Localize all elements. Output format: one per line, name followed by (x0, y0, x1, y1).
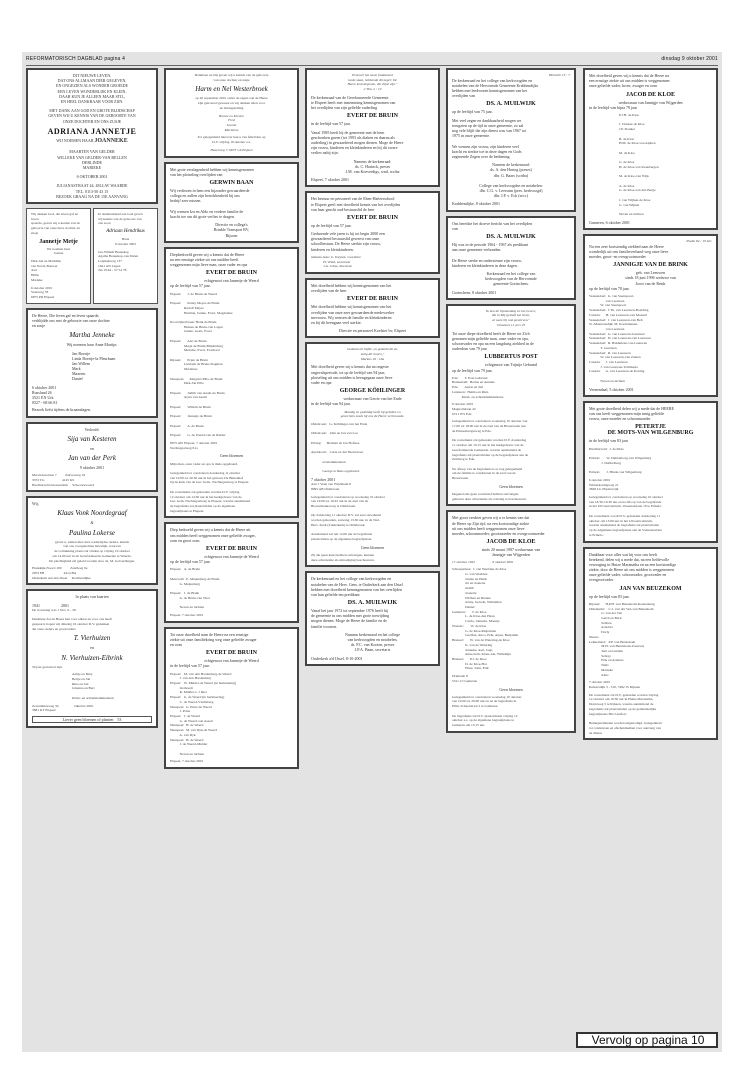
ad-text: De kerkenraad van de Gereformeerde Gemeente te Elspeet heeft met instemming kennisgenomen van het overlijden van zijn geliefde ouderling (311, 94, 396, 111)
header-left: REFORMATORISCH DAGBLAD pagina 4 (26, 56, 126, 62)
ad-name: Paulina Lokerse (68, 528, 116, 537)
ad-jan-van-beuzekom (583, 547, 718, 741)
ad-address: 8075 AW Elspeet, 7 oktober 2001 Nachtegaalweg 61a (170, 440, 218, 450)
ad-name: EVERT DE BRUIN (205, 270, 258, 277)
ad-name: EVERT DE BRUIN (346, 214, 399, 221)
ad-name: JAN VAN BEUZEKOM (619, 585, 682, 592)
ad-text: Tot onze diepe droefheid heeft de Heere tot Zich genomen mijn geliefde man, onze vader en opa, schoonvader en opa na een langdurig ziekbed in de ouderdom van 79 jaar (452, 330, 534, 352)
ad-school (305, 191, 440, 274)
ad-text: Directie en collega's Brinkle Transport BV, Rijssen (213, 222, 250, 238)
ad-text: op de leeftijd van 57 jaar. (170, 283, 211, 289)
ad-text: op de leeftijd van 57 jaar. (311, 222, 352, 228)
ad-text: Wij verliezen in hem een bijzonder gewaardeerde collega en zullen zijn betrokkenheid bij ons bedrijf zeer missen. Wij wensen Iza en Aldo en verdere familie de kracht toe om dit grote verlies te dragen. (170, 188, 250, 219)
ad-text: op de leeftijd van 78 jaar. (589, 285, 630, 291)
ad-text: in de leeftijd van 57 jaar. (311, 121, 351, 127)
ad-gerwin-baan (164, 162, 299, 243)
continued-on-page-10: Vervolg op pagina 10 (576, 1032, 718, 1048)
ad-text: op de leeftijd van 83 jaar. (589, 593, 630, 599)
ad-name: LUBBERTUS POST (484, 354, 538, 361)
ad-text: Met grote droefheid delen wij u mede dat de HEERE van ons heeft weggenomen mijn innig geliefde vrouw, onze moeder en schoonmoeder (589, 405, 674, 422)
ad-quote: Gedenkt uit liefde, en gedenkt dit zo, zalig dit rusten," Markus 16 : 16a (346, 347, 399, 361)
ad-koelster (305, 278, 440, 338)
ad-name: Adriaan Hendrikus (106, 229, 145, 235)
ad-text: Bezoek liefst tijdens de kraamdagen. (32, 407, 91, 413)
ad-date: Gameren, 6 oktober 2001 (589, 219, 630, 225)
ad-text: Met grote verslagenheid hebben wij kennisgenomen van het plotseling overlijden van (170, 166, 254, 177)
ad-name: PETERTJE DE MOTS-VAN WILGENBURG (607, 424, 694, 437)
ad-text: Aaltje en Diny Bertje en Jan Rina en Jan Johanna en Bert Klein- en achterkleinkinderen (72, 672, 114, 700)
ad-address: 6 oktober 2001 Russland 26 3521 EN Urk 0527 - 68 66 81 (32, 384, 58, 406)
ad-family-list: Elspeet: A. de Bruin Meerveld: E. Meijenberg-de Bruin G. Meijenberg Elspeet: J. de Bruin A. de Bruin-van Vliet Neven en nichten (170, 567, 220, 610)
ad-kerkenraad-elspeet (305, 68, 440, 187)
ad-text: 1941 2001 (32, 602, 69, 608)
ad-text: Geen bloemen (360, 544, 385, 550)
ad-text: Geen bloemen (499, 483, 523, 489)
ad-text: Bouwe en Kirsten Fred Leonie Marianne (219, 113, 244, 132)
ad-text: Gelegenheid tot condoleren op woensdag 10 oktober van 18.30-19.30 uur en na afloop van de begrafenis in het Uitvaartcentrum, Vassenaarlaan 10 te Ermelo. De rouwdienst wordt D.V. gehouden donderdag 11 oktober om 13.00 uur in het Uitvaartcentrum, waarna aansluitend de begrafenis zal plaatsvinden op de Algemene begraafplaats aan de Vassenaarlaan te Ermelo. (589, 495, 663, 537)
ad-name: T. Vierhuizen (73, 634, 111, 643)
ad-name: Klaas Vonk Noordegraaf (57, 509, 127, 518)
ad-text: De rouwdienst zal D.V. gehouden worden vrijdag 12 oktober om 10.30 uur in Huize Maranatha, Dorpsweg 5 te Rijssen, waarna aansluitend de begrafenis zal plaatsvinden op de gemeentelijke begraafplaats Het Lantfort. Belangstellenden worden uitgenodigd. Gelegenheid tot condoleren en afscheidnemen voor aanvang van de dienst. (589, 692, 662, 735)
ad-family-list: Elspeet: J. de Bruin-de Weerd Elspeet: Penny Meyer-de Bruin Rudolf Meyer Herman, Janine, Evert, Magdalene Kootwijkerbroek: Henk de Bruin Heleen de Bruin-van Lagen Janine, Geert, Evert Elspeet: Aart de Bruin Marja de Bruin-Blijdenberg Melodie, Evert, Everhard Rijssen: Erjan de Bruin Liesbeth de Bruin-Slagman Marianne Nunspeet: Margriet Pillo-de Bruin Dirk-Jan Pillo Elspeet: Judith van Asselt-de Bruin Arjan van Asselt Elspeet: Willem de Bruin Elspeet: Jannetje de Bruin Elspeet: A. de Bruin Elspeet: G. de Weerd-van de Ridder (170, 291, 233, 438)
ad-text: Met droefheid hebben wij kennisgenomen van het overlijden van de heer (311, 282, 392, 294)
ad-quote: Psalm 84 : 19 ber. (686, 238, 712, 243)
ad-address: Aan 't Veen van Wijckham 8 8095 AB Oldebroek (311, 482, 351, 491)
ad-name: Martha Jenneke (69, 331, 115, 340)
ad-birth-jenneke (26, 308, 158, 418)
ad-text: Gedurende vele jaren is hij tot begin 2000 een gewaardeerd bestuurslid geweest van onze schoolbestuur. De Heere sterkte zijn vrouw, kinderen en kleinkinderen. (311, 231, 385, 252)
ad-text: De kerkenraad en het college van kerkvoogden en notabelen van de Herv. Gem. te Ouderkerk aan den IJssel hebben met droefheid kennisgenomen van het overlijden van hun geliefde em.predikant (311, 576, 403, 597)
ad-lubbertus-post (446, 304, 576, 507)
ad-address: JULIANASTRAAT 44, 4814 AV WAARDE TEL. 0113-50 43 15 BEZOEK GRAAG NA DE 15E AANVANG (56, 183, 128, 199)
ad-row (26, 208, 158, 304)
ad-anniversary (26, 589, 158, 728)
ad-text: De Heere, Die leven gaf en leven spaarde, verblijdde ons met de geboorte van onze dochter en zusje (32, 312, 110, 329)
ad-date: Krabbendijke, 8 oktober 2001 (452, 201, 500, 207)
ad-family-list: Rijssen: H.P.H. van Beuzekom-Koenenberg Oldemarkt: C.J. van der Ven-van Beuzekom G. van der Ven Gerrit en Berit Sebben Arnolda Dorly Nieuw- Lekkerland: P.P. van Beuzekom M.H. van Beuzekom-Zoetewij Jurn en Gridian Sebrey Erik en Arianne Niels Marieke Alies (589, 601, 655, 677)
ad-text: op de leeftijd van 75 jaar. (452, 109, 493, 115)
ad-text: & (90, 520, 94, 526)
ad-text: Mijn man, onze vader en opa is thuis opgebaard. Gelegenheid tot condoleren donderdag 11 oktober van 19.00 tot 20.30 uur in het gebouw De Buitenhof bij de kerk van de Ger. Gem., Nachtegaalweg te Elspeet. De rouwdienst zal gehouden worden D.V. vrijdag 12 oktober om 14.30 uur in het kerkgebouw van de Ger. Gem. Nachtegaalweg te Elspeet, waarna aansluitend de begrafenis zal plaatsvinden op de algemene begraafplaats te Elspeet. (170, 461, 251, 513)
ad-text: Zij die geen kaart hebben ontvangen, kunnen deze advertentie als uitnodiging beschouwen. (311, 552, 375, 562)
ad-text: echtgenoot van Jannetje de Weerd (204, 554, 259, 559)
ad-jannigje-van-de-brink (583, 234, 718, 397)
ad-address: Jan-Willem Beusekop Agatha Beusekop-van Dalen Leijdsekweg 137 1641 AN Lagen Tel. 0164 - 57 54 78 (98, 249, 139, 273)
ad-wedding (26, 496, 158, 585)
ad-text: op de leeftijd van 79 jaar. (452, 367, 493, 373)
ad-evert-de-bruin-2 (164, 522, 299, 622)
column-4 (446, 68, 576, 737)
ad-text: Gelegenheid tot condoleren op woensdag 10 oktober van 19.00 tot 19.45 uur in de zaal van de Brouwmenkoweg te Oldebroek. Op donderdag 11 oktober D.V. zal een rouwdienst worden gehouden, aanvang 13.30 uur, in de Ned. Herv. Kerk (Zuiderkerk) te Oldebroek. Aansluitend zal om 12.00 uur de begrafenis plaatsvinden op de algemene begraafplaats. (311, 494, 385, 541)
ad-quote: Hebreën 13 : 7 (549, 73, 570, 77)
ad-text: geb. van Leeuwen sinds 18 juni 1996 weduwe van Joost van de Brink (625, 270, 676, 286)
ad-birth-metje (26, 208, 91, 304)
ad-text: Met veel zegen en dankbaarheid mogen we terugzien op de tijd in onze gemeente, zo zal nog vele blijft die zijn dienst was van 1967 tot 1975 in onze gemeente. We wensen zijn vrouw, zijn kinderen veel kracht en sterkte toe in deze dagen en Gods zegenende Zegen over de bediening. (452, 117, 527, 159)
column-3 (305, 68, 440, 670)
ad-quote: Ik ben de Opstanding en het Leven; die in Mij gelooft zal leven, al ware hij ook gestorven." Johannes 11 vers 25 (486, 308, 536, 327)
ad-muilwijk-ouderkerk (305, 571, 440, 665)
ad-address: 7 oktober 2001 Keizersdijk 3 - 310, 7482 JS Rijssen (589, 680, 641, 690)
ad-text: in de leeftijd van 83 jaar (589, 438, 628, 444)
ad-address: Driehoek 8 5311 CJ Gameren (452, 674, 478, 683)
ad-text: Degenen die geen rouwbrief hebben ontvangen, gelieven deze advertentie als zodanig te beschouwen. (452, 492, 527, 501)
column-2 (164, 68, 299, 773)
ad-name: EVERT DE BRUIN (205, 650, 258, 657)
ad-name: DS. A. MUILWIJK (347, 600, 398, 607)
ad-name: EVERT DE BRUIN (205, 546, 258, 552)
ad-text: Dirk-Jan en Mathilde van Nevel-Bouwer Aart Hillie Marieke (31, 259, 61, 282)
ad-text: Ons bereikte het droeve bericht van het overlijden van (452, 220, 533, 231)
ad-text: Vanaf 1985 heeft hij de gemeente met de hem geschonken gaven (tot 1993 als diaken en daarna als ouderling) in gewaardeerd mogen dienen. Moge de Heere zijn vrouw, kinderen en kleinkinderen en bij dit zware verlies nabij zijn. (311, 129, 404, 156)
ad-name: ADRIANA JANNETJE (47, 126, 137, 136)
ad-text: De trouwdag was 1 Nov. 6 - 29 Dankbaar dat de Heere hen voor elkaar en voor ons heeft gespaard, hopen wij dinsdag 16 oktober D.V. gedenken dat onze ouders en grootouders (32, 607, 112, 631)
ad-text: In plaats van kaarten (75, 594, 109, 600)
ad-text: Tot onze droefheid nam de Heere na een ernstige ziekte uit onze familiekring weg onze geliefde zwager en oom (170, 631, 257, 647)
ad-address: Zevenhuizeweg 34 Oktober 2001 3881 KT Elspeet (32, 703, 94, 713)
ad-text: echtgenoot van Trijntje Gebrand (485, 362, 537, 368)
header-rule (26, 65, 718, 66)
ad-text: In dankbaarheid aan God geven wij kennis van de geboorte van ons zoon (98, 211, 143, 226)
ad-name: Sija van Kesteren (67, 434, 117, 443)
ad-text: Wij, (32, 501, 39, 507)
ad-address: 8 oktober 2001 Magnolialaan 42 6721 WS Ede (452, 402, 476, 416)
ad-date: 8 oktober 2001 (114, 241, 137, 246)
ad-text: Hans (121, 237, 130, 242)
ad-text: Directie en personeel Koelster bv, Elspeet (338, 328, 407, 334)
ad-name: GERWIN BAAN (209, 180, 254, 186)
ad-name: N. Vierhuizen-Eibrink (61, 653, 123, 662)
ad-date: Elspeet, 7 oktober 2001 (170, 759, 204, 764)
column-1 (26, 68, 158, 732)
ad-family-list: Ede: T. Post-Gebrand Bennekom: Bertus en Anneke Ede: Anton en Juli Lunteren: Hetma en Rien Klein- en achterkleinkinderen (452, 375, 504, 399)
ad-name: JACOB DE KLOE (625, 91, 675, 98)
ad-text: echtgenoot van Jannetje de Weerd (204, 658, 259, 664)
ad-text: sinds 20 maart 1987 weduwnaar van Jannigje van Wijgerden (481, 547, 541, 558)
ad-text: Geen bloemen (499, 686, 523, 692)
ad-date: 9 oktober 2001 (79, 464, 105, 470)
ad-text: Met droefheid geven wij u kennis dat na ongeste ongevalsperiode, tot op de leeftijd van 94 jaar, plotseling uit ons midden is heengegaan onze lieve vader en opa (311, 364, 393, 385)
ad-name: Jannetje Metje (39, 238, 78, 245)
ad-text: 50 jaar getrouwd zijn. (32, 664, 63, 669)
ad-text: Jan Boertje Linda Boertje-la Fleurbaan Jan Willem Mark Maarten Daniel (72, 350, 116, 382)
ad-kohlinger (305, 342, 440, 567)
ad-address: Haverweg 7, 6873 CA Elspeet (210, 147, 253, 152)
ad-text: Met droefheid geven wij u kennis dat de Heere na een ernstige ziekte uit ons midden is weggenomen onze geliefde vader, broer, zwager en oom (589, 73, 670, 89)
ad-text: Kerkenraad en het college van kerkvoogden van de Hervormde gemeente Gorinchem. (485, 270, 537, 287)
ad-name: Jan van der Perk (67, 453, 116, 462)
ad-name: Harm en Nel Westerbroek (195, 85, 268, 94)
ad-family-list: Oldebroek: G. Köhlinger-van het Ende Oldebroek: John en Jan van Loo Elburg: Herman en Jan Hofstee Apeldoorn: Carla en Jan Nieuwboer en kleinkinderen George is thuis opgebaard. (311, 422, 368, 474)
ad-text: Geen bloemen (219, 453, 244, 459)
ad-text: Vanaf het jaar 1972 tot september 1976 heeft hij de gemeente in ons midden met grote toewijding mogen dienen. Moge de Heere de familie en de familie troosten. (311, 608, 390, 629)
ad-date: 17 oktober 1922 6 oktober 2001 (452, 559, 514, 564)
ad-text: Met groot verdriet geven wij u er kennis van dat de Heere op Zijn tijd, na een kortstondige ziekte uit ons midden heeft weggenomen onze lieve moeder, schoonmoeder, grootmoeder en overgrootmoeder (452, 515, 545, 536)
ad-text: Gelegenheid tot condoleren woensdag 10 oktober van 17.00 tot 18.00 uur in de zaal van de Bronzweek aan de Prinsesbergerweg te Ede. De rouwdienst zal gehouden worden D.V. donderdag 11 oktober om 10.15 uur in het kerkgebouw van de Gereformeerde Gemeente, waarna aansluitend de begrafenis zal plaatsvinden op de begraafplaats aan de Zuidweg te Ede. Na afloop van de begrafenis is er nog gelegenheid om de familie te condoleren in de zaal van de Bronzweek. (452, 419, 529, 481)
ad-family-list: Elspeet: M. van den Hardenberg-de Weerd J. van den Hardenberg Elspeet: W. Mulder-de Weerd (in herinnering) Oerhoudt R. Mulder-v. 't Riet Elspeet: G. de Weerd (in herinnering) C. de Weerd-Vlemsberg Nunspeet: G. Prins-de Weerd J. Prins Elspeet: J. de Weerd G. de Weerd-van Asselt Nunspeet: H. de Weerd Nunspeet: M. van Dyk-de Weerd A. van Dyk Nunspeet: H. de Weerd J. de Weerd-Mulder Neven en nichten (170, 671, 237, 756)
ad-text: weduwnaar van Gerrie van het Ende (343, 396, 402, 402)
ad-text: We noemen haar Joanne (46, 246, 71, 256)
ad-evert-de-bruin-3 (164, 627, 299, 770)
ad-address: Elsakkijk-Noord 100 Zandweg 9e 2953 EB 4414 BA Ouderkerk aan den IJssel Krabbendijke (32, 566, 91, 580)
ad-jacob-de-kloe-1 (446, 510, 576, 732)
ad-birth-hendriks (93, 208, 158, 304)
ad-text: WIJ NOEMEN HAAR (56, 137, 94, 143)
ad-text: in de leeftijd van 94 jaar. (311, 401, 351, 407)
ad-text: Het bestuur en personeel van de Eben-Haëzerschool te Elspeet geeft met droefheid kennis van het overlijden van haar geacht oud-bestuurslid de heer (311, 196, 401, 212)
ad-date: 7 oktober 2001 (311, 476, 336, 482)
ad-text: en (90, 645, 94, 651)
ad-name: EVERT DE BRUIN (346, 113, 399, 120)
ad-text: Verloofd: (84, 426, 100, 432)
ad-text: Gelegenheid tot condoleren woensdag 10 oktober van 19.00 tot 20.00 uur en na de begrafenis in Elim, Scheerstraat 2 te Gameren. De begrafenis zal D.V. plaatsvinden vrijdag 12 oktober a.s. op de algemene begraafplaats te Gameren om 13.15 uur. (452, 694, 522, 728)
ad-text: namens deze: G. Kuyten, voorzitter H. Wind, secretaris J.A. Jobse, directeur (311, 254, 361, 269)
ad-quote: Evenwel het vaste fundament Gods staat, hebbende dit zegel: De Heere kent degenen, die Zijne zijn." 2 Tim. 2 : 19 (347, 73, 398, 92)
ad-address: Mercuriusstraat 7 Kalverweg 19 3372 TG 4145 KS Hardinxveld-Giessendam Schoonrewoerd (32, 473, 95, 487)
ad-text: weduwnaar van Jannigje van Wijgerden (618, 99, 683, 105)
ad-text: Wij noemen haar Anne Martijn. (66, 342, 118, 348)
ad-text: Dankbaar voor alles wat hij voor ons heeft betekend, delen wij u mede dat, na een liefdevolle verzorging in Huize Maranatha en na een kortstondige ziekte, door de Heere uit ons midden is weggenomen onze geliefde vader, schoonvader, grootvader en overgrootvader (589, 551, 677, 583)
ad-name: DS. A. MUILWIJK (486, 101, 536, 108)
ad-text: in de leeftijd van 57 jaar. (170, 663, 210, 669)
ad-text: DIT NIEUWE LEVEN, DAT ONS ALLMAAN DIER GEGEVEN, EN ONGEZIEN ALS WONDER GROEIDE EEN LEVEN WONDERLIJK EN KLEIN, DAAR KUN JE ALLEEN MAAR STIL, EN HEEL DANKBAAR VOOR ZIJN. (56, 73, 128, 104)
ad-name: EVERT DE BRUIN (346, 296, 399, 303)
ad-text: Diep bedroefd geven wij u kennis dat de Heere uit ons midden heeft weggenomen onze geliefde zwager, oom en groot oom (170, 527, 256, 543)
ad-family-list: P.J.H. de Kloe J. Donker-de Kloe J.P. Donker B. de Kloe H.M. de Kloe-van Alphen M. de Kloe G. de Kloe H. de Kloe-van Steenbergen M. de Kloe-van Wijk A. de Kloe G. de Kloe-van den Berge J. van Wijhen-de Kloe G. van Wijhen Neven en nichten (619, 112, 659, 217)
ad-text: Wij danken God, die leven gaf en leven spaarde, geven wij u kennis van de geboorte van onze lieve dochter en zusje (31, 211, 80, 235)
ad-name: JACOB DE KLOE (486, 539, 536, 546)
ad-text: Tot gelegenheid hierover kan u van felicitatie op D.V. vrijdag 19 oktober a.s. (197, 135, 266, 145)
ad-address: 6 oktober 2001 Winterkoningweg 21 3849 LG Harderwijk (589, 477, 619, 492)
ad-name: DS. A. MUILWIJK (486, 234, 536, 241)
ad-date: Veenendaal, 5 oktober 2001 (589, 386, 634, 392)
ad-text: echtgenoot van Jannetje de Weerd (204, 278, 259, 284)
ad-name: GEORGE KÖHLINGER (339, 388, 406, 395)
ad-muilwijk-gorinchem (446, 216, 576, 300)
ad-address: 6 oktober 2001 Veenweg 33 6875 PR Elspeet (31, 285, 55, 300)
ad-text: Hij was in de periode 1964 - 1967 als predikant aan onze gemeente verbonden. De Heere sterke en ondersteune zijn vrouw, kinderen en kleinkinderen in deze dagen. (452, 242, 529, 268)
ad-text: op 26 september 2001 onder de zegen van de Heere zijn getrouwd geweest en wij danken allen voor de belangstelling (195, 96, 268, 110)
ad-text: Namens de kerkenraad: ds. A. den Hartog (preses) dhr. G. Baars (scriba) College van kerkvoogden en notabelen: dhr. C.G. v. Leersum (pres. kerkvoogd) dhr. J.P. v. Eck (secr.) (479, 162, 543, 199)
ad-text: Namens de kerkenraad: ds. C. Harinck, preses J.M. van Koeverdigs, wnd. scriba (345, 158, 400, 174)
ad-date: Elspeet, 7 oktober 2001 (170, 612, 204, 617)
ad-name: JOANNEKE (94, 137, 128, 144)
ad-family-list: Hardinxveld: J. de Mots Ermelo: W. Dubbelborg-van Wilgenburg J. Dubbelborg Ermelo: J. Hinde-van Wilgenburg (589, 446, 652, 475)
header-right: dinsdag 9 oktober 2001 (661, 56, 718, 62)
ad-petertje-de-mots (583, 401, 718, 543)
ad-text: MAARTEN VAN GELDER WILLEKE VAN GELDER-VAN BELLEN DERLINDE MARIEKE (57, 149, 127, 171)
ad-text: MET DANK AAN GOD EN GROTE BLIJDSCHAP GEVEN WIJ U KENNIS VAN DE GEBOORTE VAN ONZE DOCHTER EN ONS ZUSJE (48, 108, 136, 124)
ad-text: Dankbaar en blij geven wij u kennis van de geboorte van onze dochter en zusje (194, 73, 269, 82)
ad-engagement (26, 422, 158, 493)
ad-name: JANNIGJE VAN DE BRINK (613, 262, 688, 269)
ad-muilwijk-krabbendijke (446, 68, 576, 212)
ad-footer: Liever geen bloemen of planten 53 (32, 716, 152, 723)
ad-text: en (90, 445, 94, 451)
ad-date: Gorinchem, 8 oktober 2001 (452, 289, 497, 295)
ad-text: Met droefheid hebben wij kennisgenomen van het overlijden van onze zeer gewaardeerde medewerker mevrouw. Wij wensen de familie en kleinkinderen en bij dit heengaan veel sterkte. (311, 304, 395, 325)
ad-text: Na een zeer kortstondig ziekbed nam de Heere wonderlijk uit ons familieverband weg onze lieve moeder, groot- en overgrootmoeder (589, 243, 669, 260)
ad-family-list: Scherpenisse: J. van Weelden-de Kloe G. van Weelden Jannie en Henk Jet en Jeanette Judith Jeanette Dirthan en Rianne Jenny, Gerwin, Willemien Daniel Gameren: T. de Kloe L. de Kloe-den Haan Carrie, Jannette, Maartje Waarde: W. de Kloe G. de Kloe-Reijerman Geolfen, Anco, Erik, Arjan, Benjamin Bruksel: W. van de Wetering-de Kloe K. van de Wetering Jenneke, Aart, Jaap, Anne-beth, Klaas-Jan, Willemijn Bruksel: P.J. de Kloe D. de Kloe-Hoi Eline, John, Erik (452, 567, 519, 671)
ad-text: Diepbedroefd geven wij u kennis dat de Heere na een ernstige ziekte uit ons midden heeft weggenomen mijn lieve man, onze vader en opa (170, 251, 248, 268)
ad-evert-de-bruin-1 (164, 247, 299, 519)
ad-text: De kerkenraad en het college van kerkvoogden en notabelen van de Hervormde Gemeente Krabbendijke hebben met leedwezen kennisgenomen van het overlijden van (452, 77, 539, 99)
ad-thanks (164, 68, 299, 158)
ad-date: 6 OKTOBER 2001 (76, 174, 108, 180)
ad-text: Namens kerkenraad en het college van kerkvoogden en notabelen, ds. P.C. van Kooten, preses J.P.A. Baan, secretaris (344, 631, 401, 653)
ad-quote: Moedig en geduldig heeft hij geleden en gevochten zoals hij ons de Heere vertrouwde. (340, 409, 405, 419)
column-5 (583, 68, 718, 1030)
ad-text: geven u, samen met onze wederzijdse ouders, kennis van ons voorgenomen huwelijk, waarvan de voltrekking plaats zal vinden op vrijdag 19 oktober om 14.00 uur in de Gereformeerde Gemeente te Waarde. De plechtigheid zal geleid worden door ds. M. Golverdingen. (48, 539, 136, 563)
ad-date: Elspeet, 7 oktober 2001 (311, 177, 349, 183)
ad-family-list: Veenendaal: G. van Steenpoort- van Leeuwen W. van Steenpoort Veenendaal: J.Th. van Leeuwen-Boelding Canada: H. van Leeuwen-van Mosselt Veenendaal: J. van Leeuwen-van Belt St.-Maartensdijk: M. Koerntheuen- van Leeuwen Veenendaal: G. van Leeuwen-Geurtsen Veenendaal: D. van Leeuwen-van Leeuwen Veenendaal: R. Hakhuizen-van Leeuwen T. Geurtsen Veenendaal: R. van Leeuwen W. van Leeuwen-van Zanten Canada: J. van Leeuwen J. van Leeuwen-Tommasia Canada: A. van Leeuwen-de Koning Neven en nichten (589, 293, 651, 383)
ad-jacob-de-kloe-2 (583, 68, 718, 230)
ad-text: in de leeftijd van bijna 79 jaar (589, 104, 637, 110)
ad-birth-adriana (26, 68, 158, 204)
ad-date: Ouderkerk a/d IJssel, 8-10-2001 (311, 655, 363, 661)
ad-text: op de leeftijd van 57 jaar. (170, 559, 211, 565)
page-header (26, 56, 718, 62)
